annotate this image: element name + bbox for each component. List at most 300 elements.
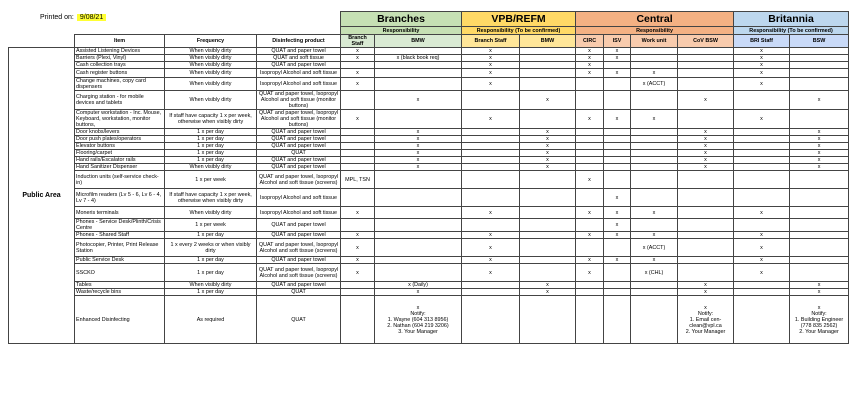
responsibility-cell	[462, 164, 520, 171]
responsibility-cell	[341, 143, 375, 150]
col-header: BSW	[790, 35, 849, 48]
table-row	[9, 171, 849, 189]
responsibility-cell: x	[734, 62, 790, 69]
responsibility-cell: x	[341, 55, 375, 62]
responsibility-cell: x	[631, 110, 678, 129]
col-header: Branch Staff	[341, 35, 375, 48]
responsibility-cell	[375, 69, 462, 78]
responsibility-cell	[678, 62, 734, 69]
responsibility-cell	[520, 78, 576, 91]
responsibility-cell: x	[576, 232, 604, 239]
row-product: QUAT and paper towel, Isopropyl Alcohol and soft tissue (screens)	[257, 171, 341, 189]
responsibility-cell: x	[790, 150, 849, 157]
responsibility-cell	[604, 264, 631, 282]
row-item: Tables	[75, 282, 165, 289]
responsibility-cell	[734, 289, 790, 296]
responsibility-cell: x	[462, 62, 520, 69]
responsibility-cell	[341, 157, 375, 164]
table-row	[9, 69, 849, 78]
row-product: QUAT	[257, 296, 341, 344]
col-header: BMW	[520, 35, 576, 48]
responsibility-cell	[631, 219, 678, 232]
responsibility-cell: MPL, TSN	[341, 171, 375, 189]
responsibility-cell: x	[520, 143, 576, 150]
responsibility-cell	[576, 239, 604, 257]
responsibility-cell: x	[604, 48, 631, 55]
responsibility-cell	[462, 171, 520, 189]
responsibility-cell: x	[520, 91, 576, 110]
responsibility-cell: x	[790, 129, 849, 136]
responsibility-cell: x	[375, 150, 462, 157]
responsibility-cell: x (CHL)	[631, 264, 678, 282]
row-item: Microfilm readers (Lv 5 - 6, Lv 6 - 4, Lv 7 - 4)	[75, 189, 165, 207]
row-item: Phones - Service Desk/Plinth/Crisis Centre	[75, 219, 165, 232]
responsibility-cell	[341, 62, 375, 69]
responsibility-cell	[576, 189, 604, 207]
responsibility-cell	[734, 282, 790, 289]
responsibility-cell	[631, 91, 678, 110]
col-header: Work unit	[631, 35, 678, 48]
responsibility-cell: x	[375, 143, 462, 150]
responsibility-cell	[520, 207, 576, 219]
row-frequency: When visibly dirty	[165, 62, 257, 69]
responsibility-cell	[734, 171, 790, 189]
row-product: QUAT and paper towel	[257, 48, 341, 55]
responsibility-cell: x	[734, 257, 790, 264]
responsibility-cell	[604, 62, 631, 69]
responsibility-cell	[734, 157, 790, 164]
responsibility-cell	[631, 150, 678, 157]
responsibility-cell	[604, 78, 631, 91]
responsibility-cell: x	[520, 129, 576, 136]
responsibility-cell	[734, 136, 790, 143]
responsibility-cell: x	[462, 264, 520, 282]
row-item: Induction units (self-service check-in)	[75, 171, 165, 189]
responsibility-cell: x	[790, 136, 849, 143]
responsibility-cell	[462, 282, 520, 289]
responsibility-cell: x	[678, 289, 734, 296]
row-item: Hand rails/Escalator rails	[75, 157, 165, 164]
responsibility-cell	[604, 282, 631, 289]
responsibility-cell	[631, 171, 678, 189]
responsibility-cell	[375, 78, 462, 91]
responsibility-cell: x	[576, 55, 604, 62]
responsibility-cell: x	[341, 69, 375, 78]
row-item: Door knobs/levers	[75, 129, 165, 136]
responsibility-cell	[375, 239, 462, 257]
responsibility-cell	[678, 171, 734, 189]
responsibility-cell	[576, 289, 604, 296]
responsibility-cell	[375, 207, 462, 219]
responsibility-cell: x	[462, 78, 520, 91]
responsibility-cell: x	[790, 282, 849, 289]
row-item: Charging station - for mobile devices and tablets	[75, 91, 165, 110]
row-item: Phones - Shared Staff	[75, 232, 165, 239]
row-product: QUAT and paper towel	[257, 282, 341, 289]
responsibility-cell	[631, 143, 678, 150]
responsibility-cell	[631, 164, 678, 171]
row-item: Waste/recycle bins	[75, 289, 165, 296]
responsibility-cell: x	[375, 289, 462, 296]
responsibility-cell	[576, 150, 604, 157]
row-frequency: 1 x per day	[165, 143, 257, 150]
table-row	[9, 239, 849, 257]
responsibility-cell	[734, 296, 790, 344]
col-header: CoV BSW	[678, 35, 734, 48]
table-row	[9, 91, 849, 110]
group-central: Central	[576, 12, 734, 27]
responsibility-cell	[631, 289, 678, 296]
responsibility-cell: x	[790, 157, 849, 164]
responsibility-cell	[576, 136, 604, 143]
responsibility-cell: x	[341, 239, 375, 257]
table-row	[9, 55, 849, 62]
responsibility-cell: x (Daily)	[375, 282, 462, 289]
table-row	[9, 150, 849, 157]
row-item: Door push plates/operators	[75, 136, 165, 143]
row-item: Moneris terminals	[75, 207, 165, 219]
responsibility-cell	[341, 164, 375, 171]
row-frequency: When visibly dirty	[165, 78, 257, 91]
responsibility-cell	[520, 296, 576, 344]
responsibility-cell	[631, 62, 678, 69]
responsibility-cell: x	[462, 232, 520, 239]
responsibility-cell: x	[678, 164, 734, 171]
responsibility-cell: x	[678, 136, 734, 143]
responsibility-cell	[576, 282, 604, 289]
row-frequency: 1 x per day	[165, 232, 257, 239]
responsibility-cell: x (ACCT)	[631, 78, 678, 91]
row-item: Photocopier, Printer, Print Release Station	[75, 239, 165, 257]
responsibility-cell	[341, 289, 375, 296]
responsibility-cell	[520, 219, 576, 232]
responsibility-cell: x (ACCT)	[631, 239, 678, 257]
responsibility-cell: x	[375, 164, 462, 171]
responsibility-cell	[462, 219, 520, 232]
responsibility-cell: x (black book req)	[375, 55, 462, 62]
responsibility-cell	[375, 189, 462, 207]
row-product: QUAT and paper towel	[257, 143, 341, 150]
sub-central: Responsibility	[576, 27, 734, 35]
group-vpb: VPB/REFM	[462, 12, 576, 27]
responsibility-cell: x	[790, 164, 849, 171]
responsibility-cell: x	[341, 78, 375, 91]
responsibility-cell: x	[462, 55, 520, 62]
responsibility-cell	[520, 257, 576, 264]
responsibility-cell	[604, 289, 631, 296]
row-frequency: When visibly dirty	[165, 48, 257, 55]
responsibility-cell	[375, 110, 462, 129]
responsibility-cell: x	[462, 239, 520, 257]
responsibility-cell	[678, 219, 734, 232]
responsibility-cell	[462, 157, 520, 164]
responsibility-cell	[462, 189, 520, 207]
responsibility-cell: x	[341, 257, 375, 264]
row-frequency: As required	[165, 296, 257, 344]
responsibility-cell: x	[604, 207, 631, 219]
responsibility-cell: x	[604, 219, 631, 232]
responsibility-cell	[375, 257, 462, 264]
responsibility-cell	[520, 189, 576, 207]
row-frequency: If staff have capacity 1 x per week, otherwise when visibly dirty	[165, 110, 257, 129]
responsibility-cell: x	[520, 282, 576, 289]
row-frequency: 1 x per day	[165, 157, 257, 164]
responsibility-cell: x Notify: 1. Building Engineer (778 835 2562) 2. Your Manager	[790, 296, 849, 344]
responsibility-cell	[341, 129, 375, 136]
responsibility-cell	[790, 219, 849, 232]
responsibility-cell	[790, 264, 849, 282]
responsibility-cell	[604, 171, 631, 189]
responsibility-cell: x	[790, 91, 849, 110]
responsibility-cell	[520, 48, 576, 55]
responsibility-cell	[631, 296, 678, 344]
responsibility-cell	[375, 219, 462, 232]
responsibility-cell	[790, 69, 849, 78]
row-product: QUAT and paper towel	[257, 129, 341, 136]
row-frequency: When visibly dirty	[165, 91, 257, 110]
responsibility-cell: x	[631, 207, 678, 219]
responsibility-cell	[734, 189, 790, 207]
table-row	[9, 129, 849, 136]
responsibility-cell	[375, 62, 462, 69]
responsibility-cell	[678, 207, 734, 219]
row-item: Cash collection trays	[75, 62, 165, 69]
col-header: Frequency	[165, 35, 257, 48]
responsibility-cell	[604, 91, 631, 110]
responsibility-cell	[604, 296, 631, 344]
row-product: QUAT and paper towel, Isopropyl Alcohol and soft tissue (monitor buttons)	[257, 110, 341, 129]
responsibility-cell: x	[462, 257, 520, 264]
responsibility-cell: x	[604, 55, 631, 62]
responsibility-cell: x	[734, 78, 790, 91]
table-row	[9, 207, 849, 219]
responsibility-cell: x	[734, 110, 790, 129]
responsibility-cell	[604, 157, 631, 164]
responsibility-cell	[341, 150, 375, 157]
row-item: Computer workstation - Inc. Mouse, Keyboard, workstation, monitor buttons,	[75, 110, 165, 129]
responsibility-cell: x	[341, 110, 375, 129]
row-product: Isopropyl Alcohol and soft tissue	[257, 189, 341, 207]
responsibility-cell	[678, 264, 734, 282]
responsibility-cell	[631, 157, 678, 164]
responsibility-cell: x	[678, 143, 734, 150]
table-row	[9, 282, 849, 289]
responsibility-cell: x	[576, 171, 604, 189]
responsibility-cell	[631, 282, 678, 289]
responsibility-cell: x	[631, 257, 678, 264]
responsibility-cell	[790, 257, 849, 264]
responsibility-cell: x	[341, 48, 375, 55]
responsibility-cell: x	[520, 289, 576, 296]
row-frequency: When visibly dirty	[165, 207, 257, 219]
col-header: BRI Staff	[734, 35, 790, 48]
row-product: QUAT and paper towel, Isopropyl Alcohol and soft tissue (screens)	[257, 239, 341, 257]
row-product: Isopropyl Alcohol and soft tissue	[257, 78, 341, 91]
responsibility-cell: x	[734, 69, 790, 78]
responsibility-cell	[604, 164, 631, 171]
row-item: SSCKO	[75, 264, 165, 282]
responsibility-cell: x	[375, 157, 462, 164]
row-product: QUAT and paper towel	[257, 257, 341, 264]
responsibility-cell: x	[604, 69, 631, 78]
responsibility-cell: x	[576, 207, 604, 219]
responsibility-cell	[576, 296, 604, 344]
responsibility-cell: x	[520, 164, 576, 171]
responsibility-cell: x	[734, 264, 790, 282]
responsibility-cell: x	[520, 136, 576, 143]
responsibility-cell	[678, 48, 734, 55]
responsibility-cell	[631, 48, 678, 55]
responsibility-cell	[734, 219, 790, 232]
table-row	[9, 257, 849, 264]
responsibility-cell	[678, 78, 734, 91]
row-frequency: 1 x every 2 weeks or when visibly dirty	[165, 239, 257, 257]
responsibility-cell: x	[576, 110, 604, 129]
row-product: QUAT and paper towel, Isopropyl Alcohol and soft tissue (monitor buttons)	[257, 91, 341, 110]
responsibility-cell: x	[462, 110, 520, 129]
responsibility-cell: x	[462, 207, 520, 219]
responsibility-cell: x	[678, 282, 734, 289]
responsibility-cell	[520, 239, 576, 257]
table-row	[9, 264, 849, 282]
responsibility-cell	[678, 69, 734, 78]
responsibility-cell: x	[734, 232, 790, 239]
responsibility-cell: x	[734, 48, 790, 55]
table-row	[9, 48, 849, 55]
responsibility-cell	[462, 136, 520, 143]
responsibility-cell	[678, 239, 734, 257]
responsibility-cell: x	[462, 69, 520, 78]
responsibility-cell	[462, 296, 520, 344]
col-header: ISV	[604, 35, 631, 48]
responsibility-cell: x	[576, 62, 604, 69]
row-frequency: When visibly dirty	[165, 164, 257, 171]
sub-vpb: Responsibility (To be confirmed)	[462, 27, 576, 35]
group-branches: Branches	[341, 12, 462, 27]
responsibility-cell	[790, 171, 849, 189]
responsibility-cell: x	[604, 189, 631, 207]
responsibility-cell	[520, 171, 576, 189]
responsibility-cell	[631, 189, 678, 207]
sub-branches: Responsibility	[341, 27, 462, 35]
responsibility-cell	[790, 78, 849, 91]
responsibility-cell	[604, 136, 631, 143]
row-frequency: When visibly dirty	[165, 55, 257, 62]
row-item: Public Service Desk	[75, 257, 165, 264]
responsibility-cell	[375, 171, 462, 189]
responsibility-cell	[678, 257, 734, 264]
row-item: Hand Sanitizer Dispenser	[75, 164, 165, 171]
responsibility-cell	[790, 189, 849, 207]
responsibility-cell	[520, 55, 576, 62]
table-row	[9, 289, 849, 296]
responsibility-cell: x	[604, 110, 631, 129]
responsibility-cell: x	[734, 239, 790, 257]
responsibility-cell: x	[678, 129, 734, 136]
responsibility-cell	[341, 219, 375, 232]
row-item: Elevator buttons	[75, 143, 165, 150]
table-row	[9, 164, 849, 171]
responsibility-cell: x	[341, 232, 375, 239]
responsibility-cell	[631, 129, 678, 136]
row-frequency: If staff have capacity 1 x per week, otherwise when visibly dirty	[165, 189, 257, 207]
responsibility-cell	[341, 136, 375, 143]
responsibility-cell	[734, 91, 790, 110]
responsibility-cell	[604, 239, 631, 257]
responsibility-cell: x	[734, 55, 790, 62]
responsibility-cell: x	[341, 207, 375, 219]
row-product: QUAT and paper towel	[257, 164, 341, 171]
responsibility-cell	[790, 62, 849, 69]
table-row	[9, 189, 849, 207]
row-item: Assisted Listening Devices	[75, 48, 165, 55]
row-frequency: 1 x per day	[165, 289, 257, 296]
responsibility-cell	[341, 189, 375, 207]
responsibility-cell	[576, 157, 604, 164]
responsibility-cell: x	[678, 157, 734, 164]
responsibility-cell	[631, 55, 678, 62]
row-item: Flooring/carpet	[75, 150, 165, 157]
responsibility-cell: x	[462, 48, 520, 55]
col-header: BMW	[375, 35, 462, 48]
responsibility-cell: x	[631, 232, 678, 239]
responsibility-cell	[678, 55, 734, 62]
responsibility-cell: x	[375, 91, 462, 110]
responsibility-cell	[576, 219, 604, 232]
table-row	[9, 219, 849, 232]
row-product: Isopropyl Alcohol and soft tissue	[257, 207, 341, 219]
responsibility-cell	[604, 143, 631, 150]
row-item: Enhanced Disinfecting	[75, 296, 165, 344]
printed-on-label: Printed on:	[40, 14, 74, 21]
responsibility-cell	[576, 143, 604, 150]
responsibility-cell	[462, 150, 520, 157]
responsibility-cell: x	[576, 264, 604, 282]
responsibility-cell	[790, 55, 849, 62]
table-row	[9, 78, 849, 91]
table-row	[9, 143, 849, 150]
responsibility-cell: x	[790, 143, 849, 150]
row-item: Barriers (Plexi, Vinyl)	[75, 55, 165, 62]
responsibility-cell	[375, 232, 462, 239]
responsibility-cell	[375, 264, 462, 282]
row-frequency: 1 x per day	[165, 129, 257, 136]
row-frequency: 1 x per week	[165, 171, 257, 189]
responsibility-cell	[375, 48, 462, 55]
row-frequency: 1 x per week	[165, 219, 257, 232]
table-row	[9, 157, 849, 164]
responsibility-cell	[462, 289, 520, 296]
responsibility-cell: x	[375, 129, 462, 136]
responsibility-cell	[520, 69, 576, 78]
col-header: CIRC	[576, 35, 604, 48]
row-frequency: 1 x per day	[165, 136, 257, 143]
table-row	[9, 110, 849, 129]
responsibility-cell: x	[576, 69, 604, 78]
row-product: QUAT and paper towel	[257, 219, 341, 232]
row-item: Change machines, copy card dispensers	[75, 78, 165, 91]
responsibility-cell: x	[576, 48, 604, 55]
responsibility-cell: x	[678, 91, 734, 110]
col-header: Item	[75, 35, 165, 48]
responsibility-cell	[576, 164, 604, 171]
responsibility-cell	[604, 129, 631, 136]
responsibility-cell	[341, 282, 375, 289]
responsibility-cell	[520, 110, 576, 129]
responsibility-cell: x	[375, 136, 462, 143]
responsibility-cell: x	[734, 207, 790, 219]
responsibility-cell: x	[604, 257, 631, 264]
